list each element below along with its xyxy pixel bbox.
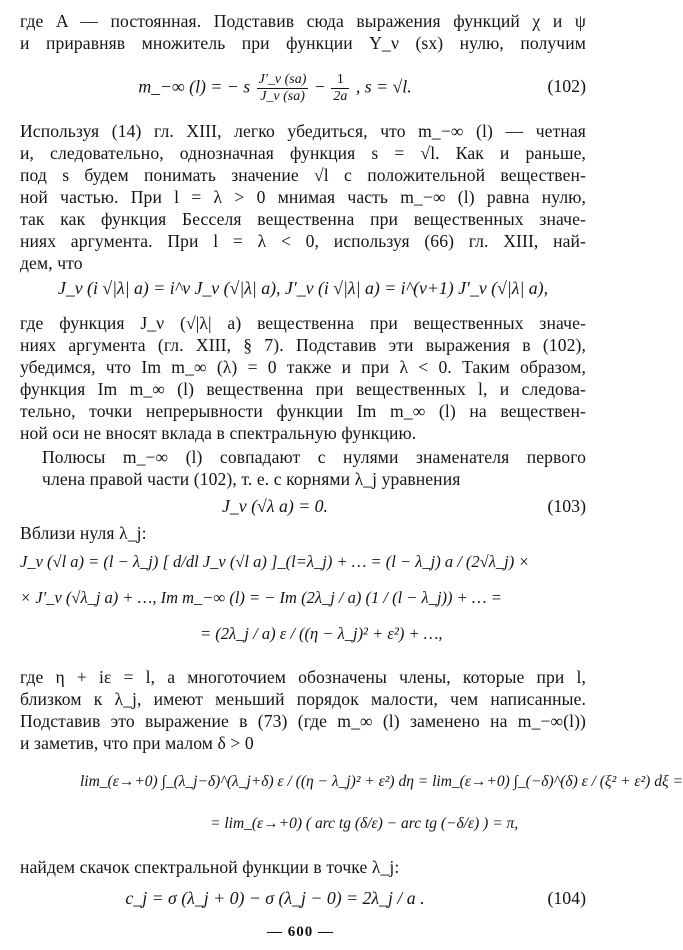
equation-limit-line-2: = lim_(ε→+0) ( arc tg (δ/ε) − arc tg (−δ/ε) ) = π, xyxy=(210,815,519,832)
fraction: $\frac{J'\_\nu (sa)}{J\_\nu (sa)}$ xyxy=(258,72,307,104)
text-line: Подставив это выражение в (73) (где m_∞ (l) заменено на m_−∞(l)) xyxy=(20,711,586,731)
equation-number: (102) xyxy=(547,76,586,96)
text-line: Полюсы m_−∞ (l) совпадают с нулями знаменателя первого xyxy=(42,447,586,467)
text-line: и заметив, что при малом δ > 0 xyxy=(20,733,254,753)
text-line: Используя (14) гл. XIII, легко убедиться, что m_−∞ (l) — четная xyxy=(20,121,586,141)
text-line: убедимся, что Im m_∞ (λ) = 0 также и при λ < 0. Таким образом, xyxy=(20,357,586,377)
equation-103: J_ν (√λ a) = 0. (103) xyxy=(222,496,586,516)
equation-102 xyxy=(20,66,586,106)
equation-expansion-line-2: × J′_ν (√λ_j a) + …, Im m_−∞ (l) = − Im (2λ_j / a) (1 / (l − λ_j)) + … = xyxy=(20,588,502,607)
equation-104: c_j = σ (λ_j + 0) − σ (λ_j − 0) = 2λ_j / a . (104) xyxy=(125,888,586,908)
text-line: дем, что xyxy=(20,253,83,273)
equation-expansion-line-1: J_ν (√l a) = (l − λ_j) [ d/dl J_ν (√l a) ]_(l=λ_j) + … = (l − λ_j) a / (2√λ_j) × xyxy=(20,552,530,571)
text-line: близком к λ_j, имеют меньший порядок малости, чем написанные. xyxy=(20,689,586,709)
text-line: где функция J_ν (√|λ| a) вещественна при вещественных значе- xyxy=(20,313,586,333)
equation-number: (104) xyxy=(547,888,586,908)
fraction: $\frac{1}{2a}$ xyxy=(333,72,348,104)
text-line: члена правой части (102), т. е. с корнями λ_j уравнения xyxy=(42,469,461,489)
equation-bessel-imaginary: J_ν (i √|λ| a) = i^ν J_ν (√|λ| a), J′_ν (i √|λ| a) = i^(ν+1) J′_ν (√|λ| a), xyxy=(57,278,549,298)
text-line: и, следовательно, однозначная функция s = √l. Как и раньше, xyxy=(20,143,586,163)
text-line: тельно, точки непрерывности функции Im m_∞ (l) на веществен- xyxy=(20,401,586,421)
text-line: ной частью. При l = λ > 0 мнимая часть m_−∞ (l) равна нулю, xyxy=(20,187,586,207)
page-number: — 600 — xyxy=(267,924,334,940)
text-line: ниях аргумента. При l = λ < 0, используя (66) гл. XIII, най- xyxy=(20,231,586,251)
text-line: так как функция Бесселя вещественна при вещественных значе- xyxy=(20,209,586,229)
text-line: ной оси не вносят вклада в спектральную функцию. xyxy=(20,423,417,443)
text-line: где A — постоянная. Подставив сюда выражения функций χ и ψ xyxy=(20,11,586,31)
text-line: где η + iε = l, а многоточием обозначены члены, которые при l, xyxy=(20,667,586,687)
text-line: и приравняв множитель при функции Y_ν (sx) нулю, получим xyxy=(20,33,586,53)
text-line: найдем скачок спектральной функции в точке λ_j: xyxy=(20,857,400,877)
text-line: Вблизи нуля λ_j: xyxy=(20,523,147,543)
equation-expansion-line-3: = (2λ_j / a) ε / ((η − λ_j)² + ε²) + …, xyxy=(200,624,443,643)
text-line: функция Im m_∞ (l) вещественна при вещественных l, и следова- xyxy=(20,379,586,399)
text-line: ниях аргумента (гл. XIII, § 7). Подставив эти выражения в (102), xyxy=(20,335,586,355)
equation-number: (103) xyxy=(547,496,586,516)
text-line: под s будем понимать значение √l с положительной веществен- xyxy=(20,165,586,185)
equation-body: m_−∞ (l) = − s $\frac{J'\_\nu (sa)}{J\_\nu (sa)}$ − $\frac{1}{2a}$ , s = √l. xyxy=(138,72,412,104)
equation-limit-line-1: lim_(ε→+0) ∫_(λ_j−δ)^(λ_j+δ) ε / ((η − λ_j)² + ε²) dη = lim_(ε→+0) ∫_(−δ)^(δ) ε / (ξ² + ε²) dξ = xyxy=(80,773,683,790)
